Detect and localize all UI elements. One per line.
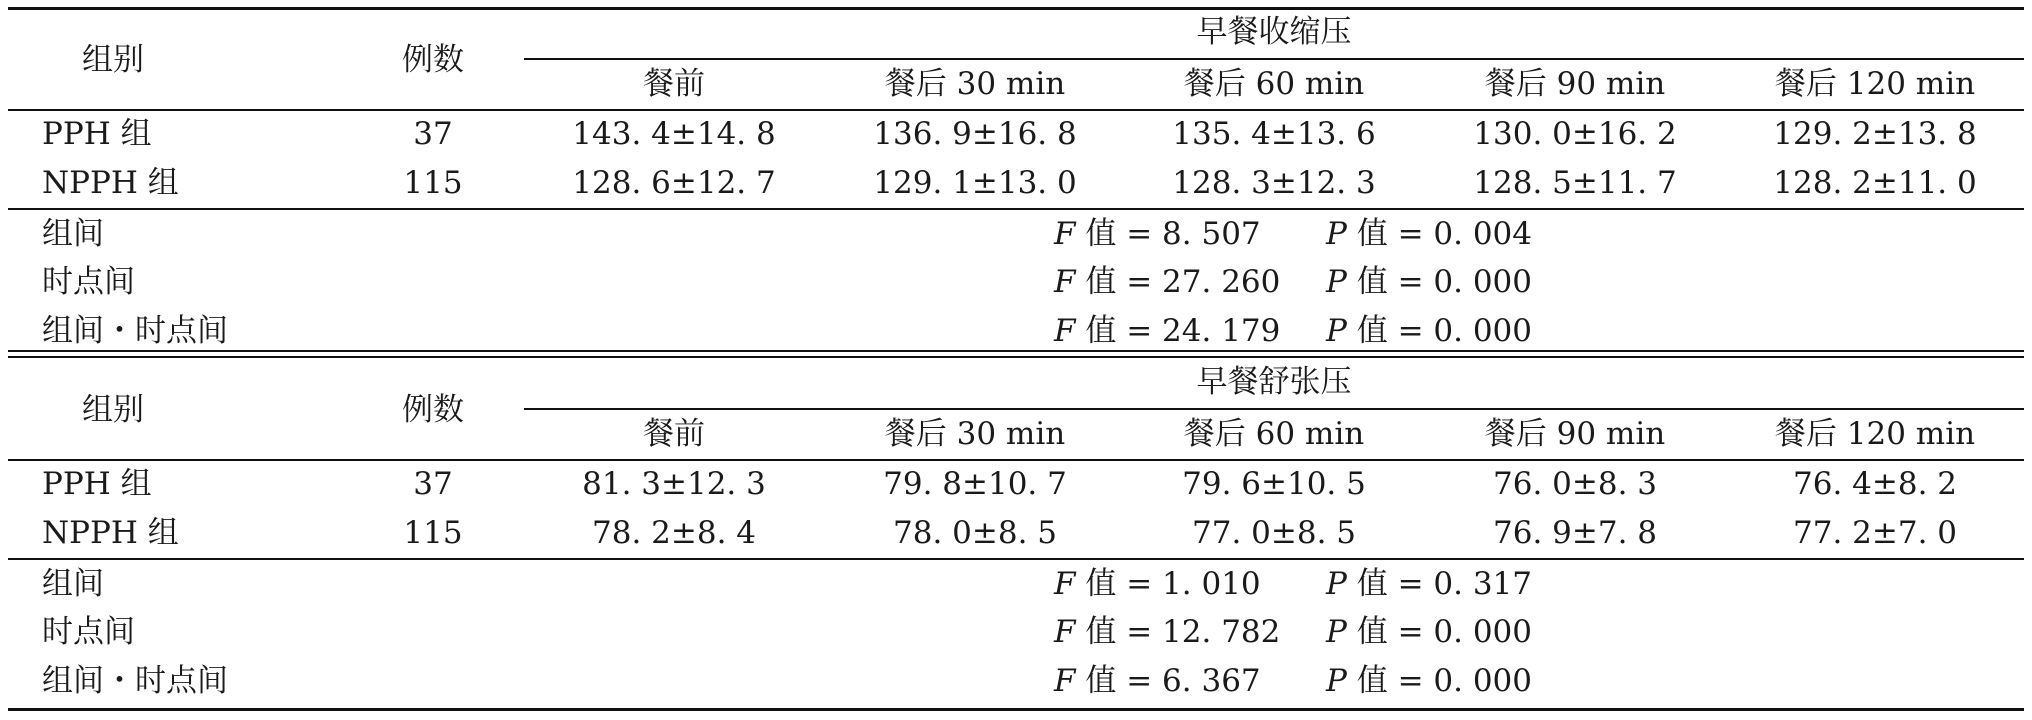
f-stat: F 值 = 12. 782 bbox=[1054, 614, 1281, 650]
header-group: 组别 bbox=[82, 42, 144, 78]
cell: 76. 9±7. 8 bbox=[1492, 515, 1658, 551]
p-stat: P 值 = 0. 000 bbox=[1326, 614, 1532, 650]
cell: 77. 0±8. 5 bbox=[1191, 515, 1357, 551]
cell: 143. 4±14. 8 bbox=[572, 116, 776, 152]
cell: 130. 0±16. 2 bbox=[1473, 116, 1677, 152]
cell: 81. 3±12. 3 bbox=[582, 466, 766, 502]
spanner-rule-2 bbox=[524, 408, 2024, 410]
header-group: 组别 bbox=[82, 392, 144, 428]
cell: 77. 2±7. 0 bbox=[1792, 515, 1958, 551]
header-title: 早餐收缩压 bbox=[1196, 14, 1352, 50]
f-stat: F 值 = 24. 179 bbox=[1054, 313, 1281, 349]
double-rule-b bbox=[8, 356, 2024, 358]
row-n: 115 bbox=[403, 165, 463, 201]
p-stat: P 值 = 0. 317 bbox=[1326, 566, 1532, 602]
row-group: PPH 组 bbox=[42, 466, 152, 502]
f-stat: F 值 = 8. 507 bbox=[1054, 216, 1261, 252]
cell: 78. 2±8. 4 bbox=[591, 515, 757, 551]
col-header: 餐后 60 min bbox=[1183, 416, 1365, 452]
body-rule-2 bbox=[8, 558, 2024, 560]
col-header: 餐前 bbox=[643, 66, 705, 102]
cell: 128. 6±12. 7 bbox=[572, 165, 776, 201]
cell: 136. 9±16. 8 bbox=[873, 116, 1077, 152]
f-stat: F 值 = 6. 367 bbox=[1054, 663, 1261, 699]
col-header: 餐后 30 min bbox=[884, 66, 1066, 102]
stat-label: 组间 bbox=[42, 216, 104, 252]
header-title: 早餐舒张压 bbox=[1196, 364, 1352, 400]
col-header: 餐后 90 min bbox=[1484, 416, 1666, 452]
top-rule bbox=[8, 7, 2024, 10]
cell: 129. 2±13. 8 bbox=[1773, 116, 1977, 152]
f-stat: F 值 = 27. 260 bbox=[1054, 264, 1281, 300]
p-stat: P 值 = 0. 000 bbox=[1326, 264, 1532, 300]
header-rule-2 bbox=[8, 459, 2024, 461]
p-stat: P 值 = 0. 004 bbox=[1326, 216, 1532, 252]
col-header: 餐后 90 min bbox=[1484, 66, 1666, 102]
col-header: 餐后 120 min bbox=[1774, 416, 1976, 452]
header-count: 例数 bbox=[402, 42, 464, 78]
stat-label: 组间・时点间 bbox=[42, 313, 228, 349]
cell: 79. 6±10. 5 bbox=[1182, 466, 1366, 502]
cell: 128. 3±12. 3 bbox=[1172, 165, 1376, 201]
bottom-rule bbox=[8, 708, 2024, 711]
row-group: NPPH 组 bbox=[42, 165, 179, 201]
row-group: NPPH 组 bbox=[42, 515, 179, 551]
stat-label: 组间 bbox=[42, 566, 104, 602]
header-count: 例数 bbox=[402, 392, 464, 428]
col-header: 餐后 60 min bbox=[1183, 66, 1365, 102]
cell: 78. 0±8. 5 bbox=[892, 515, 1058, 551]
cell: 76. 4±8. 2 bbox=[1792, 466, 1958, 502]
stat-label: 组间・时点间 bbox=[42, 663, 228, 699]
p-stat: P 值 = 0. 000 bbox=[1326, 313, 1532, 349]
col-header: 餐后 30 min bbox=[884, 416, 1066, 452]
col-header: 餐前 bbox=[643, 416, 705, 452]
cell: 135. 4±13. 6 bbox=[1172, 116, 1376, 152]
cell: 128. 5±11. 7 bbox=[1473, 165, 1677, 201]
cell: 76. 0±8. 3 bbox=[1492, 466, 1658, 502]
row-n: 37 bbox=[413, 466, 453, 502]
spanner-rule bbox=[524, 58, 2024, 60]
stat-label: 时点间 bbox=[42, 614, 135, 650]
f-stat: F 值 = 1. 010 bbox=[1054, 566, 1261, 602]
p-stat: P 值 = 0. 000 bbox=[1326, 663, 1532, 699]
stat-label: 时点间 bbox=[42, 264, 135, 300]
row-n: 37 bbox=[413, 116, 453, 152]
header-rule bbox=[8, 109, 2024, 111]
double-rule-a bbox=[8, 350, 2024, 352]
col-header: 餐后 120 min bbox=[1774, 66, 1976, 102]
cell: 79. 8±10. 7 bbox=[883, 466, 1067, 502]
body-rule bbox=[8, 208, 2024, 210]
row-n: 115 bbox=[403, 515, 463, 551]
cell: 129. 1±13. 0 bbox=[873, 165, 1077, 201]
cell: 128. 2±11. 0 bbox=[1773, 165, 1977, 201]
row-group: PPH 组 bbox=[42, 116, 152, 152]
